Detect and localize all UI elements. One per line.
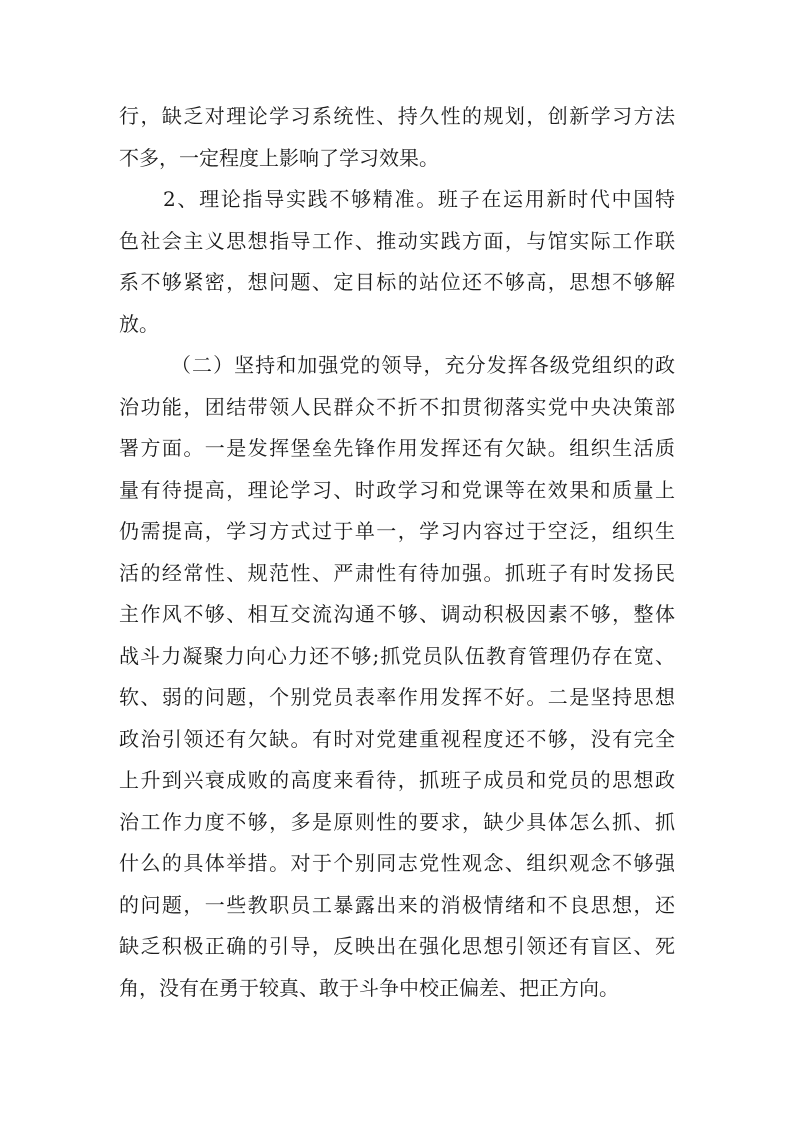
text-line: 仍需提高，学习方式过于单一，学习内容过于空泛，组织生 [119,519,675,543]
text-line: 放。 [119,311,159,336]
text-line: 治工作力度不够，多是原则性的要求，缺少具体怎么抓、抓 [119,809,675,834]
text-line: 上升到兴衰成败的高度来看待，抓班子成员和党员的思想政 [119,768,675,792]
text-line: 主作风不够、相互交流沟通不够、调动积极因素不够，整体 [119,602,675,626]
text-line: 的问题，一些教职员工暴露出来的消极情绪和不良思想，还 [119,892,675,917]
text-line: 系不够紧密，想问题、定目标的站位还不够高，思想不够解 [119,270,675,294]
text-line: 角，没有在勇于较真、敢于斗争中校正偏差、把正方向。 [119,975,619,1000]
text-line: 行，缺乏对理论学习系统性、持久性的规划，创新学习方法 [119,104,675,128]
text-line: （二）坚持和加强党的领导，充分发挥各级党组织的政 [171,353,675,377]
body-text [119,96,675,1009]
text-line: 量有待提高，理论学习、时政学习和党课等在效果和质量上 [119,477,675,502]
text-line: 2、理论指导实践不够精准。班子在运用新时代中国特 [163,187,675,211]
text-line: 战斗力凝聚力向心力还不够;抓党员队伍教育管理仍存在宽、 [119,643,675,668]
text-line: 不多，一定程度上影响了学习效果。 [119,145,439,170]
text-line: 什么的具体举措。对于个别同志党性观念、组织观念不够强 [119,851,675,875]
text-line: 软、弱的问题，个别党员表率作用发挥不好。二是坚持思想 [119,685,675,709]
text-line: 活的经常性、规范性、严肃性有待加强。抓班子有时发扬民 [119,560,675,585]
text-line: 署方面。一是发挥堡垒先锋作用发挥还有欠缺。组织生活质 [119,436,675,460]
text-line: 政治引领还有欠缺。有时对党建重视程度还不够，没有完全 [119,726,675,751]
text-line: 色社会主义思想指导工作、推动实践方面，与馆实际工作联 [119,228,675,253]
text-line: 治功能，团结带领人民群众不折不扣贯彻落实党中央决策部 [119,394,675,419]
text-line: 缺乏积极正确的引导，反映出在强化思想引领还有盲区、死 [119,934,675,958]
